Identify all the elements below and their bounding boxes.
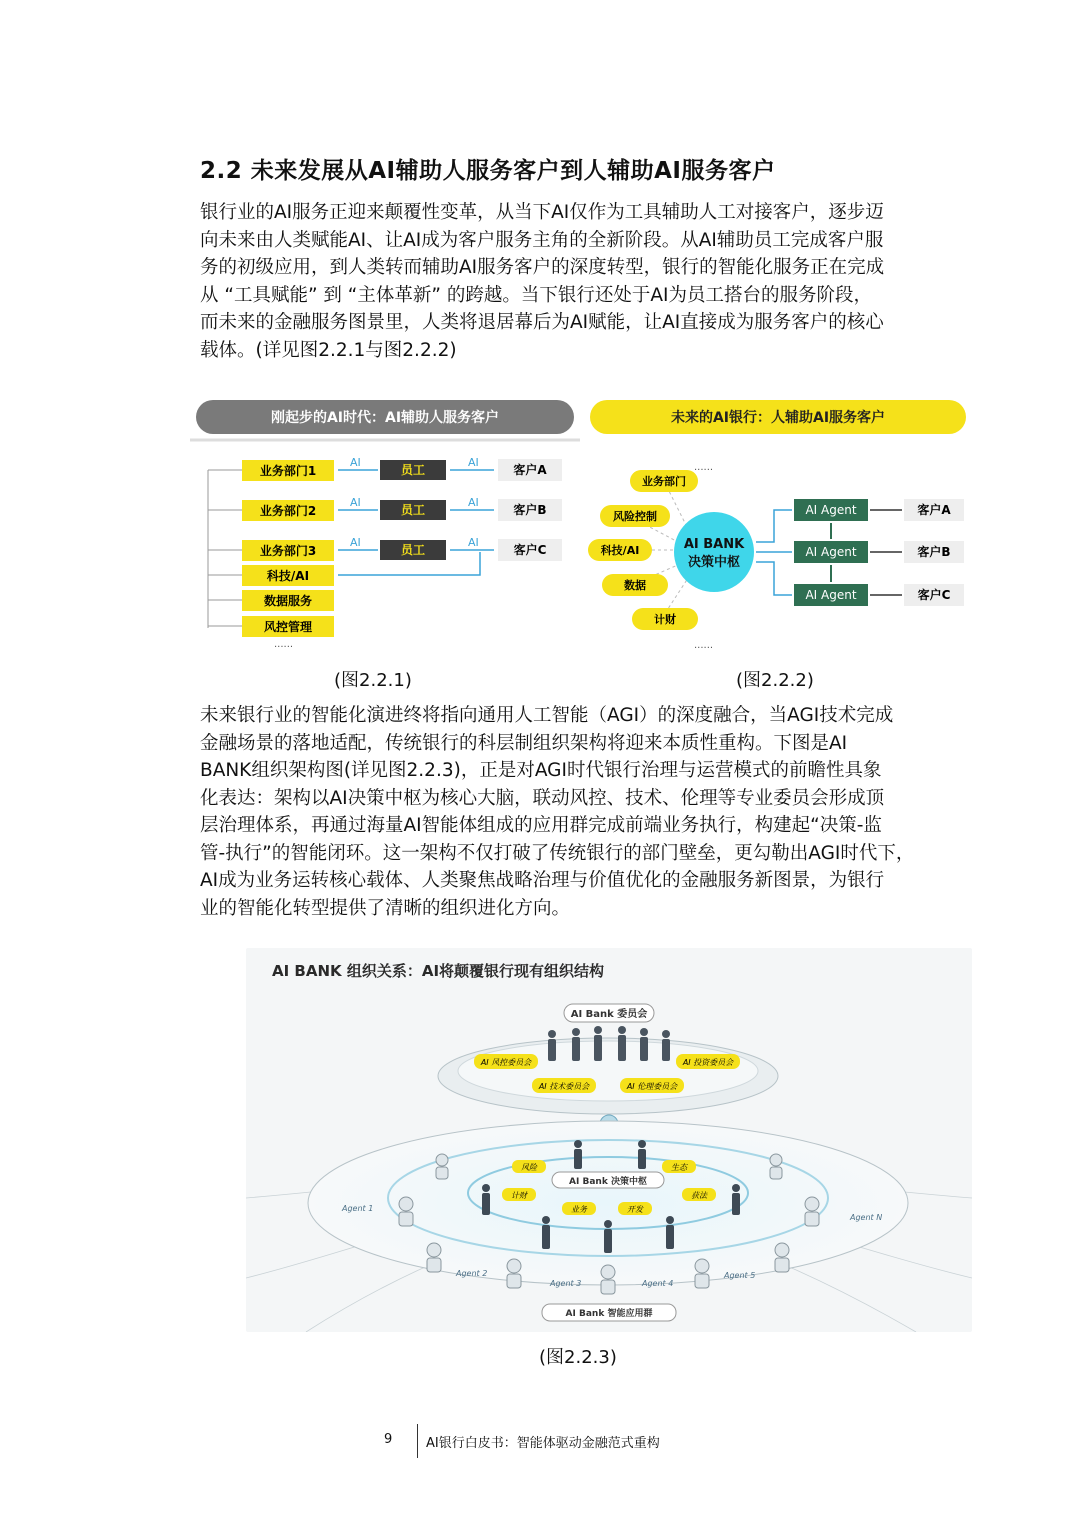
agent-label: Agent 2 bbox=[456, 1269, 488, 1278]
ai-bank-organization-illustration bbox=[246, 948, 972, 1332]
paragraph-line: 金融场景的落地适配，传统银行的科层制组织架构将迎来本质性重构。下图是AI bbox=[200, 732, 848, 754]
hub-tag: 生态 bbox=[671, 1163, 687, 1172]
paragraph-line: 管-执行”的智能闭环。这一架构不仅打破了传统银行的部门壁垒，更勾勒出AGI时代下， bbox=[200, 842, 915, 864]
intro-paragraph bbox=[200, 199, 884, 364]
satellite-label: 风险控制 bbox=[613, 510, 657, 523]
employee-label: 员工 bbox=[400, 463, 426, 477]
paragraph-line: 银行业的AI服务正迎来颠覆性变革，从当下AI仅作为工具辅助人工对接客户，逐步迈 bbox=[200, 202, 884, 223]
ai-arrow-label: AI bbox=[350, 536, 361, 549]
agent-label: AI Agent bbox=[805, 545, 857, 559]
figure2-hub bbox=[674, 512, 754, 592]
department-label: 业务部门2 bbox=[259, 504, 317, 518]
figure1-customers bbox=[498, 459, 562, 561]
figure-ai-assists-human-diagram bbox=[190, 392, 580, 650]
hub-line1: AI BANK bbox=[683, 537, 745, 552]
paragraph-line: 层治理体系，再通过海量AI智能体组成的应用群完成前端业务执行，构建起“决策-监 bbox=[200, 815, 882, 836]
footer-title: AI银行白皮书：智能体驱动金融范式重构 bbox=[426, 1436, 660, 1451]
hub-line2: 决策中枢 bbox=[687, 555, 741, 570]
hub-tag: 风险 bbox=[521, 1163, 537, 1172]
paragraph-line: 未来银行业的智能化演进终将指向通用人工智能（AGI）的深度融合，当AGI技术完成 bbox=[200, 705, 894, 726]
agent-label: AI Agent bbox=[805, 588, 857, 602]
paragraph-line: 从 “工具赋能” 到 “主体革新” 的跨越。当下银行还处于AI为员工搭台的服务阶段， bbox=[200, 284, 872, 306]
customer-label: 客户C bbox=[513, 543, 547, 557]
customer-label: 客户C bbox=[917, 588, 951, 602]
section-heading: 2.2 未来发展从AI辅助人服务客户到人辅助AI服务客户 bbox=[200, 158, 776, 184]
satellite-label: 科技/AI bbox=[600, 544, 640, 557]
figure2-caption: (图2.2.2) bbox=[736, 670, 814, 691]
paragraph-line: AI成为业务运转核心载体、人类聚焦战略治理与价值优化的金融服务新图景，为银行 bbox=[200, 870, 885, 891]
paragraph-line: 而未来的金融服务图景里，人类将退居幕后为AI赋能，让AI直接成为服务客户的核心 bbox=[200, 312, 884, 333]
agent-label: Agent N bbox=[850, 1213, 883, 1222]
paragraph-line: 务的初级应用，到人类转而辅助AI服务客户的深度转型，银行的智能化服务正在完成 bbox=[200, 257, 885, 278]
paragraph-line: 载体。(详见图2.2.1与图2.2.2) bbox=[200, 339, 457, 361]
customer-label: 客户A bbox=[917, 503, 951, 517]
figure2-agents bbox=[794, 499, 868, 606]
ai-arrow-label: AI bbox=[468, 496, 479, 509]
hub-tag: 业务 bbox=[571, 1205, 587, 1214]
figure-human-assists-ai bbox=[584, 392, 972, 650]
ai-arrow-label: AI bbox=[468, 456, 479, 469]
department-label: 风控管理 bbox=[263, 620, 313, 634]
figure3-title: AI BANK 组织关系：AI将颠覆银行现有组织结构 bbox=[272, 962, 605, 980]
figure-ai-bank-organization bbox=[246, 948, 972, 1332]
paragraph-line: 业的智能化转型提供了清晰的组织进化方向。 bbox=[200, 897, 571, 919]
page-number: 9 bbox=[384, 1432, 393, 1447]
customer-label: 客户B bbox=[513, 503, 547, 517]
committee-tag: AI 风控委员会 bbox=[480, 1058, 532, 1067]
agent-label: Agent 1 bbox=[342, 1204, 374, 1213]
ellipsis: ...... bbox=[694, 462, 714, 473]
committee-label: AI Bank 委员会 bbox=[570, 1009, 648, 1020]
department-label: 科技/AI bbox=[266, 569, 310, 583]
figure1-employees bbox=[380, 460, 446, 560]
hub-tag: 计财 bbox=[511, 1191, 527, 1200]
department-label: 业务部门1 bbox=[259, 464, 317, 478]
agent-label: Agent 5 bbox=[724, 1271, 756, 1280]
agent-label: Agent 4 bbox=[642, 1279, 674, 1288]
committee-tag: AI 伦理委员会 bbox=[626, 1082, 678, 1091]
app-group-label: AI Bank 智能应用群 bbox=[565, 1309, 653, 1319]
agent-label: AI Agent bbox=[805, 503, 857, 517]
customer-label: 客户A bbox=[513, 463, 547, 477]
committee-tag: AI 技术委员会 bbox=[538, 1082, 590, 1091]
hub-tag: 开发 bbox=[627, 1205, 643, 1214]
figure-ai-assists-human bbox=[190, 392, 580, 650]
ellipsis: ...... bbox=[694, 640, 714, 650]
agi-paragraph bbox=[200, 702, 914, 922]
figure2-customers bbox=[904, 499, 964, 606]
figure1-caption: (图2.2.1) bbox=[334, 670, 412, 691]
figure2-banner-text: 未来的AI银行：人辅助AI服务客户 bbox=[670, 410, 886, 426]
satellite-label: 业务部门 bbox=[642, 475, 686, 488]
hub-tag: 获法 bbox=[691, 1191, 707, 1200]
paragraph-line: 化表达：架构以AI决策中枢为核心大脑，联动风控、技术、伦理等专业委员会形成顶 bbox=[200, 787, 885, 809]
customer-label: 客户B bbox=[917, 545, 951, 559]
footer-divider bbox=[417, 1424, 418, 1458]
figure1-banner-text: 刚起步的AI时代：AI辅助人服务客户 bbox=[270, 410, 500, 426]
paragraph-line: BANK组织架构图(详见图2.2.3)，正是对AGI时代银行治理与运营模式的前瞻性具象 bbox=[200, 760, 882, 781]
agent-label: Agent 3 bbox=[550, 1279, 582, 1288]
figure3-caption: (图2.2.3) bbox=[539, 1347, 617, 1368]
ellipsis: ...... bbox=[274, 639, 294, 650]
committee-tag: AI 投资委员会 bbox=[682, 1058, 734, 1067]
hub-label: AI Bank 决策中枢 bbox=[569, 1177, 647, 1187]
department-label: 数据服务 bbox=[263, 594, 313, 608]
paragraph-line: 向未来由人类赋能AI、让AI成为客户服务主角的全新阶段。从AI辅助员工完成客户服 bbox=[200, 229, 884, 251]
satellite-label: 计财 bbox=[654, 613, 676, 626]
satellite-label: 数据 bbox=[624, 579, 646, 592]
figure-human-assists-ai-diagram bbox=[584, 392, 972, 650]
employee-label: 员工 bbox=[400, 543, 426, 557]
department-label: 业务部门3 bbox=[259, 544, 317, 558]
ai-arrow-label: AI bbox=[350, 496, 361, 509]
ai-arrow-label: AI bbox=[468, 536, 479, 549]
employee-label: 员工 bbox=[400, 503, 426, 517]
ai-arrow-label: AI bbox=[350, 456, 361, 469]
